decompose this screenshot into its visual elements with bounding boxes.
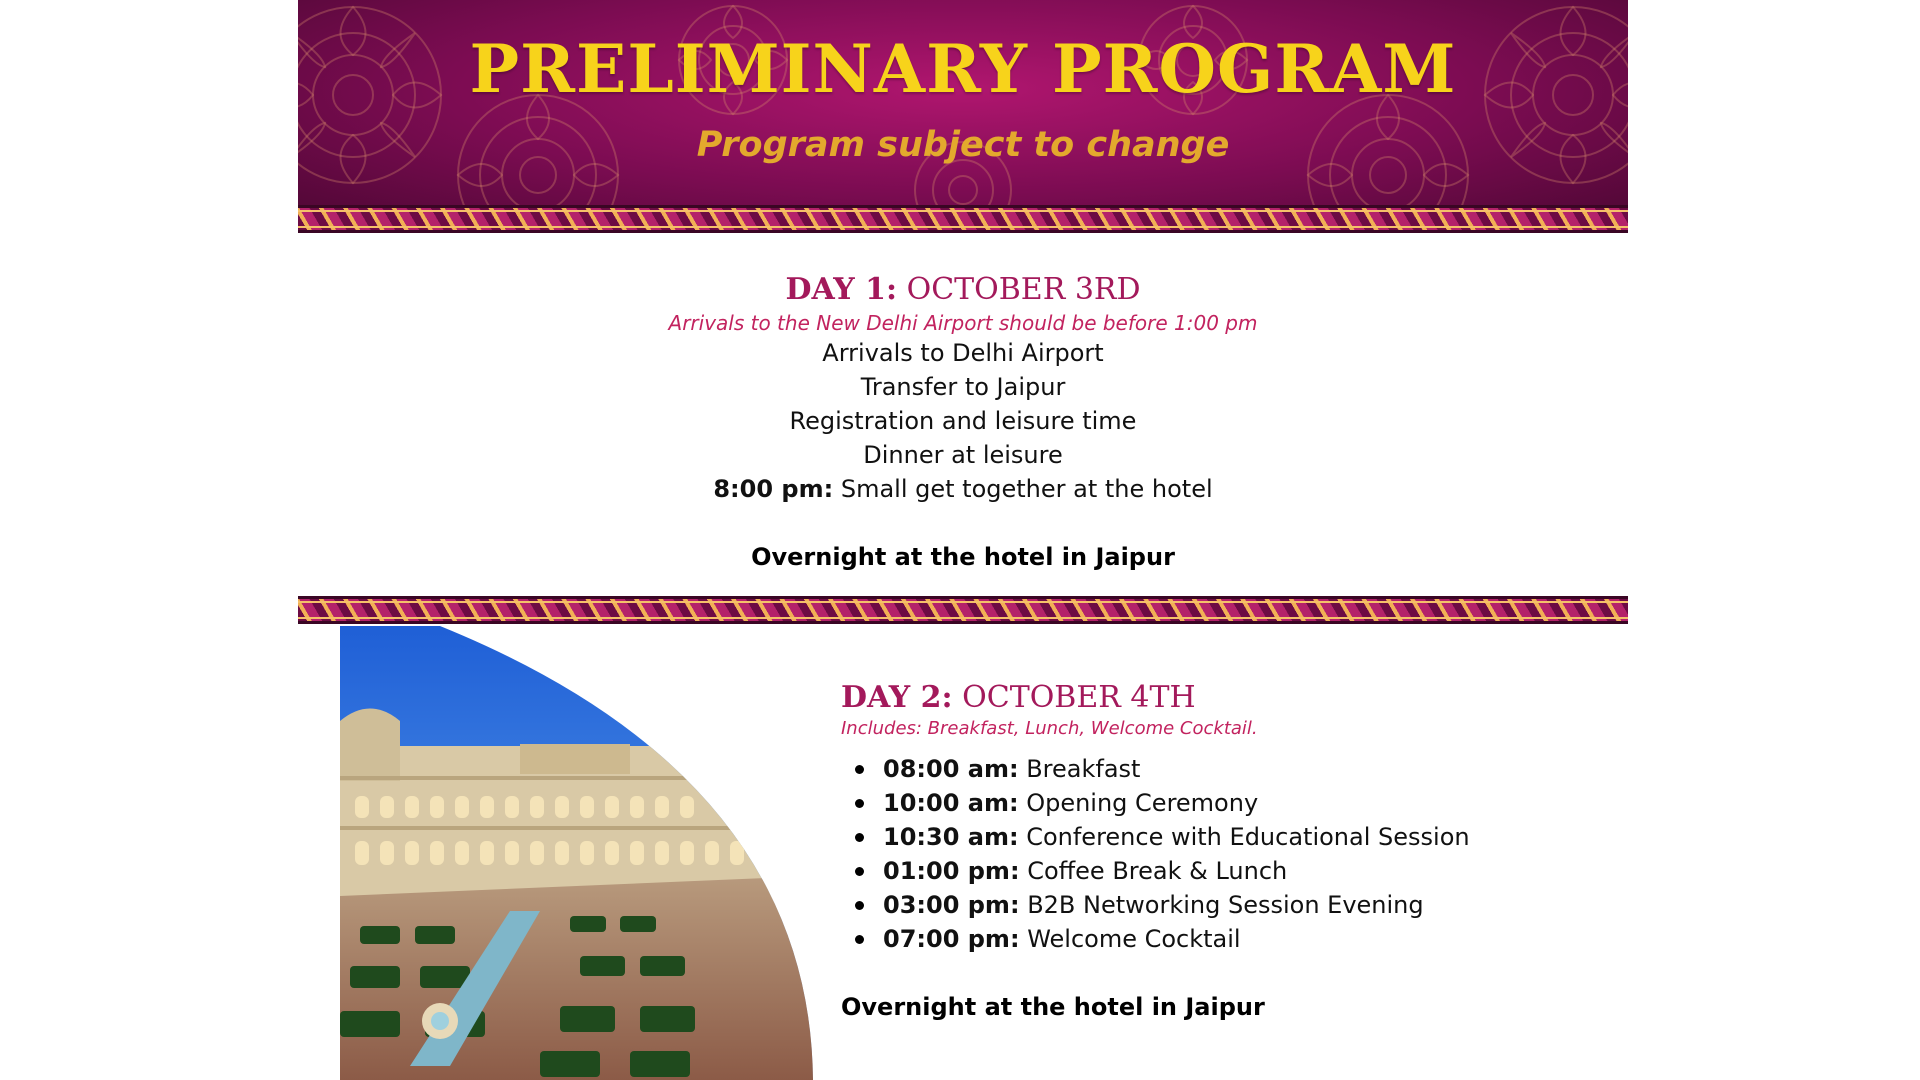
decorative-border-top bbox=[298, 205, 1628, 233]
decorative-border-middle bbox=[298, 596, 1628, 624]
bullet-icon bbox=[855, 799, 864, 808]
day1-note: Arrivals to the New Delhi Airport should be before 1:00 pm bbox=[668, 311, 1258, 335]
list-item bbox=[841, 786, 1601, 820]
list-item bbox=[841, 820, 1601, 854]
page-title: PRELIMINARY PROGRAM bbox=[469, 30, 1457, 108]
day2-section bbox=[841, 678, 1601, 1024]
schedule-text: B2B Networking Session Evening bbox=[1027, 891, 1424, 919]
day1-heading bbox=[298, 270, 1628, 310]
list-item bbox=[841, 752, 1601, 786]
schedule-time: 10:00 am: bbox=[883, 789, 1019, 817]
schedule-time: 10:30 am: bbox=[883, 823, 1019, 851]
schedule-time: 07:00 pm: bbox=[883, 925, 1020, 953]
day1-item: Arrivals to Delhi Airport bbox=[822, 339, 1104, 367]
header-banner bbox=[298, 0, 1628, 222]
day2-label: DAY 2: bbox=[841, 680, 953, 715]
day2-overnight: Overnight at the hotel in Jaipur bbox=[841, 993, 1265, 1021]
list-item bbox=[841, 922, 1601, 956]
day1-item: Transfer to Jaipur bbox=[860, 373, 1066, 401]
day2-date: OCTOBER 4TH bbox=[962, 680, 1196, 715]
bullet-icon bbox=[855, 901, 864, 910]
bullet-icon bbox=[855, 833, 864, 842]
bullet-icon bbox=[855, 765, 864, 774]
day2-heading bbox=[841, 678, 1601, 718]
day1-date: OCTOBER 3RD bbox=[906, 272, 1141, 307]
schedule-text: Welcome Cocktail bbox=[1027, 925, 1241, 953]
day1-highlight bbox=[298, 472, 1628, 506]
schedule-text: Opening Ceremony bbox=[1026, 789, 1259, 817]
schedule-text: Coffee Break & Lunch bbox=[1027, 857, 1288, 885]
hotel-courtyard-image bbox=[340, 626, 813, 1080]
day1-section bbox=[298, 270, 1628, 574]
schedule-time: 08:00 am: bbox=[883, 755, 1019, 783]
day2-note: Includes: Breakfast, Lunch, Welcome Cocktail. bbox=[841, 718, 1258, 739]
schedule-time: 03:00 pm: bbox=[883, 891, 1020, 919]
day1-item: Registration and leisure time bbox=[789, 407, 1137, 435]
page-subtitle: Program subject to change bbox=[696, 125, 1230, 165]
day1-item: Dinner at leisure bbox=[863, 441, 1063, 469]
bullet-icon bbox=[855, 867, 864, 876]
list-item bbox=[841, 854, 1601, 888]
day1-highlight-time: 8:00 pm: bbox=[713, 475, 834, 503]
day2-schedule-list bbox=[841, 752, 1601, 956]
schedule-text: Conference with Educational Session bbox=[1026, 823, 1470, 851]
schedule-time: 01:00 pm: bbox=[883, 857, 1020, 885]
list-item bbox=[841, 888, 1601, 922]
schedule-text: Breakfast bbox=[1026, 755, 1141, 783]
bullet-icon bbox=[855, 935, 864, 944]
day1-overnight: Overnight at the hotel in Jaipur bbox=[751, 543, 1175, 571]
day1-highlight-text: Small get together at the hotel bbox=[840, 475, 1213, 503]
day1-label: DAY 1: bbox=[785, 272, 898, 307]
